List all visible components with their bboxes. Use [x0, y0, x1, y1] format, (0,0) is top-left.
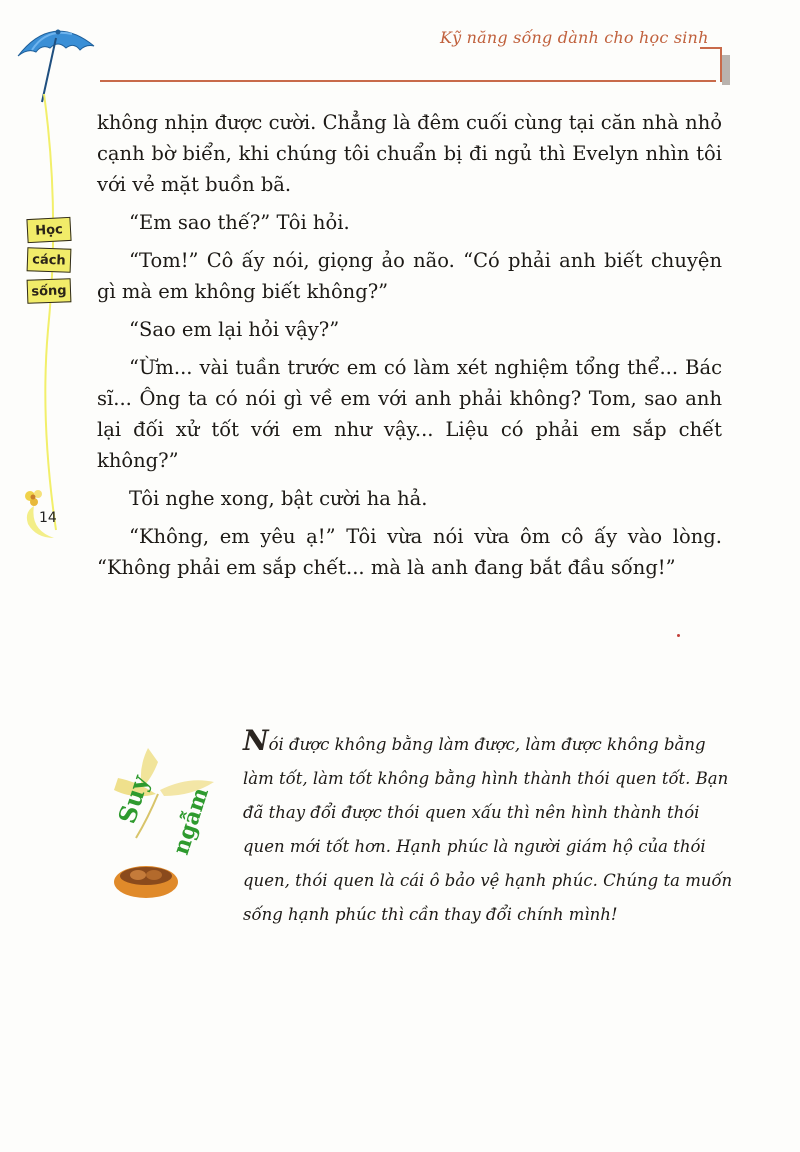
print-speck: [677, 634, 680, 637]
flower-icon: [25, 490, 42, 506]
story-text: [97, 107, 722, 590]
quote-initial: N: [243, 724, 269, 757]
paragraph: Tôi nghe xong, bật cười ha hả.: [129, 487, 428, 510]
paragraph: “Em sao thế?” Tôi hỏi.: [129, 211, 350, 234]
sticker-song: sống: [27, 278, 72, 304]
paragraph: “Sao em lại hỏi vậy?”: [129, 318, 340, 341]
header-rule: [100, 80, 716, 82]
paragraph: “Không, em yêu ạ!” Tôi vừa nói vừa ôm cô ấy vào lòng. “Không phải em sắp chết... mà là anh đang bắt đầu sống!”: [97, 525, 722, 579]
paragraph: không nhịn được cười. Chẳng là đêm cuối cùng tại căn nhà nhỏ cạnh bờ biển, khi chúng tôi chuẩn bị đi ngủ thì Evelyn nhìn tôi với vẻ mặt buồn bã.: [97, 111, 722, 196]
decorative-stem: [30, 90, 70, 550]
reflection-label-suy: Suy: [112, 771, 155, 827]
page-number: 14: [39, 510, 57, 526]
reflection-label-ngam: ngẫm: [168, 784, 215, 859]
reflection-quote: [243, 724, 733, 932]
quote-text: ói được không bằng làm được, làm được không bằng làm tốt, làm tốt không bằng hình thành thói quen tốt. Bạn đã thay đổi được thói quen xấu thì nên hình thành thói quen mới tốt hơn. Hạnh phúc là người giám hộ của thói quen, thói quen là cái ô bảo vệ hạnh phúc. Chúng ta muốn sống hạnh phúc thì cần thay đổi chính mình!: [243, 735, 733, 924]
sticker-cach: cách: [27, 247, 72, 273]
paragraph: “Tom!” Cô ấy nói, giọng ảo não. “Có phải anh biết chuyện gì mà em không biết không?”: [97, 249, 722, 303]
header-shadow-tab: [722, 55, 730, 85]
header-rule-corner: [700, 47, 722, 49]
running-header-title: Kỹ năng sống dành cho học sinh: [440, 28, 709, 47]
sticker-hoc: Học: [26, 217, 71, 243]
paragraph: “Ừm... vài tuần trước em có làm xét nghiệm tổng thể... Bác sĩ... Ông ta có nói gì về em với anh phải không? Tom, sao anh lại đối xử tốt với em như vậy... Liệu có phải em sắp chết không?”: [97, 356, 722, 472]
